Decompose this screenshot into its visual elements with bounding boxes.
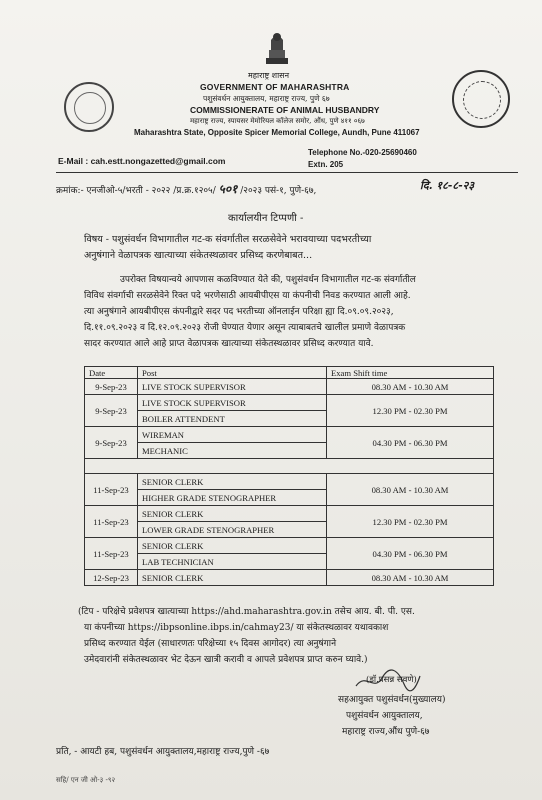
table-gap [85, 459, 494, 474]
reference-tail: /२०२३ पसं-१, पुणे-६७, [240, 186, 317, 196]
body-line-5: सादर करण्यात आले आहे प्राप्त वेळापत्रक खात्याच्या संकेतस्थळावर प्रसिध्द करण्यात यावे. [84, 339, 374, 349]
copy-to-line: प्रति, - आयटी हब, पशुसंवर्धन आयुक्तालय,महाराष्ट्र राज्य,पुणे -६७ [56, 747, 270, 757]
table-row: 11-Sep-23 SENIOR CLERK 08.30 AM - 10.30 AM [85, 474, 494, 490]
header-divider [56, 172, 518, 173]
note-line-2: या कंपनीच्या https://ibpsonline.ibps.in/cahmay23/ या संकेतस्थळावर यथावकाश [84, 623, 389, 633]
table-row: BOILER ATTENDENT [85, 411, 494, 427]
table-row: LOWER GRADE STENOGRAPHER [85, 522, 494, 538]
extension-line: Extn. 205 [308, 160, 344, 169]
address-marathi: महाराष्ट्र राज्य, स्पायसर मेमोरियल कॉलेज समोर, औंध, पुणे ४११ ०६७ [190, 117, 365, 125]
note-line-3: प्रसिध्द करण्यात येईल (साधारणतः परिक्षेच्या १५ दिवस आगोदर) त्या अनुषंगाने [84, 639, 337, 649]
table-row: 12-Sep-23 SENIOR CLERK 08.30 AM - 10.30 AM [85, 570, 494, 586]
state-emblem-icon [262, 28, 292, 66]
table-row: 9-Sep-23 LIVE STOCK SUPERVISOR 08.30 AM - 10.30 AM [85, 379, 494, 395]
body-line-3: त्या अनुषंगाने आयबीपीएस कंपनीद्वारे सदर पद भरतीच्या ऑनलाईन परिक्षा ह्या दि.०९.०९.२०२३, [84, 307, 394, 317]
signatory-designation: सहआयुक्त पशुसंवर्धन(मुख्यालय) [338, 695, 446, 705]
body-line-4: दि.११.०९.२०२३ व दि.१२.०९.२०२३ रोजी घेण्यात येणार असून त्याबाबतचे खालील प्रमाणे वेळापत्रक [84, 323, 406, 333]
institute-seal-icon [452, 70, 510, 128]
table-row: 11-Sep-23 SENIOR CLERK 04.30 PM - 06.30 PM [85, 538, 494, 554]
reference-line [56, 180, 316, 197]
state-line: महाराष्ट्र शासन [248, 71, 290, 80]
table-row: LAB TECHNICIAN [85, 554, 494, 570]
telephone-line: Telephone No.-020-25690460 [308, 148, 417, 157]
header-shift-time: Exam Shift time [327, 367, 494, 379]
subject-line-1: विषय - पशुसंवर्धन विभागातील गट-क संवर्गातील सरळसेवेने भरावयाच्या पदभरतीच्या [84, 234, 372, 245]
note-line-1: (टिप - परिक्षेचे प्रवेशपत्र खात्याच्या https://ahd.maharashtra.gov.in तसेच आय. बी. पी. एस. [78, 607, 415, 617]
table-row: 9-Sep-23 WIREMAN 04.30 PM - 06.30 PM [85, 427, 494, 443]
table-row: HIGHER GRADE STENOGRAPHER [85, 490, 494, 506]
table-row: 9-Sep-23 LIVE STOCK SUPERVISOR 12.30 PM - 02.30 PM [85, 395, 494, 411]
table-row: MECHANIC [85, 443, 494, 459]
header-date: Date [85, 367, 138, 379]
government-title: GOVERNMENT OF MAHARASHTRA [200, 82, 350, 92]
exam-schedule-table [84, 366, 494, 586]
subject-line-2: अनुषंगाने वेळापत्रक खात्याच्या संकेतस्थळावर प्रसिध्द करणेबाबत... [84, 250, 313, 261]
note-title: कार्यालयीन टिप्पणी - [228, 213, 304, 224]
email-line: E-Mail : cah.estt.nongazetted@gmail.com [58, 156, 226, 166]
reference-date: दि. १८-८-२३ [420, 179, 475, 192]
header-post: Post [138, 367, 327, 379]
body-line-1: उपरोक्त विषयान्वये आपणास कळविण्यात येते की, पशुसंवर्धन विभागातील गट-क संवर्गातील [120, 275, 416, 285]
reference-prefix: क्रमांक:- एनजीओ-५/भरती - २०२२ /प्र.क्र.१२०५/ [56, 186, 216, 196]
signatory-location: महाराष्ट्र राज्य,औंध पुणे-६७ [342, 727, 430, 737]
table-row: 11-Sep-23 SENIOR CLERK 12.30 PM - 02.30 PM [85, 506, 494, 522]
note-line-4: उमेदवारांनी संकेतस्थळावर भेट देऊन खात्री करावी व आपले प्रवेशपत्र प्राप्त करुन घ्यावे.) [84, 655, 368, 665]
footer-code: सहि/ एन जी ओ-३ -९२ [56, 776, 116, 784]
signatory-office: पशुसंवर्धन आयुक्तालय, [346, 711, 423, 721]
reference-number: ५०१ [218, 182, 238, 196]
address-english: Maharashtra State, Opposite Spicer Memorial College, Aundh, Pune 411067 [134, 128, 420, 137]
signatory-name: (डॉ.प्रसन्न सवणे) [366, 675, 417, 685]
department-marathi: पशुसंवर्धन आयुक्तालय, महाराष्ट्र राज्य, पुणे ६७ [203, 94, 330, 103]
body-line-2: विविध संवर्गाची सरळसेवेने रिक्त पदे भरणेसाठी आयबीपीएस या कंपनीची निवड करण्यात आली आहे. [84, 291, 411, 301]
department-seal-icon [64, 82, 114, 132]
table-header-row [85, 367, 494, 379]
commissionerate-title: COMMISSIONERATE OF ANIMAL HUSBANDRY [190, 105, 380, 115]
